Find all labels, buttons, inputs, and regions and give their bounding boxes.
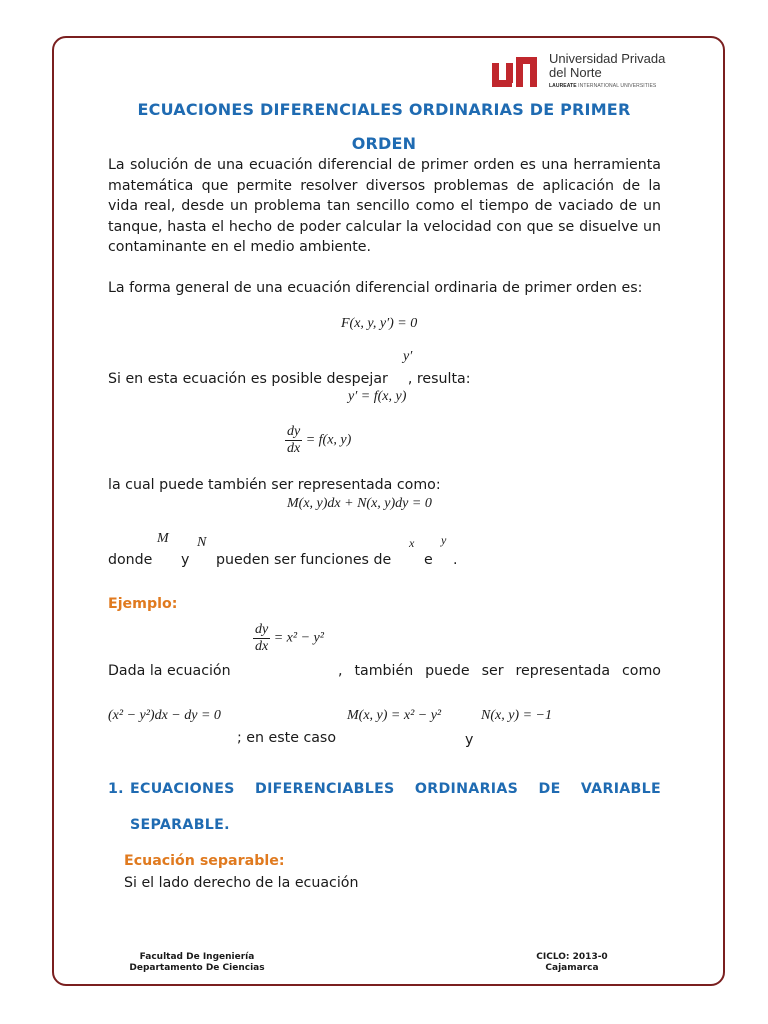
en-este-caso-text: ; en este caso — [237, 730, 337, 746]
example-M: M(x, y) = x² − y² — [347, 708, 442, 723]
footer-cycle: CICLO: 2013-0 — [536, 952, 608, 962]
y-word-2: y — [465, 732, 474, 748]
general-form-text: La forma general de una ecuación diferencial ordinaria de primer orden es: — [108, 280, 643, 296]
separable-label: Ecuación separable: — [124, 853, 285, 869]
logo-mark-icon — [492, 57, 542, 87]
section1-number: 1. — [108, 781, 124, 797]
equation-explicit: y′ = f(x, y) — [348, 389, 407, 404]
example-equation: $\frac{dy}{dx}$ = x² − y² — [255, 622, 324, 654]
variable-x: x — [409, 536, 415, 550]
logo-subtitle: LAUREATE INTERNATIONAL UNIVERSITIES — [549, 83, 657, 89]
example-N: N(x, y) = −1 — [481, 708, 552, 723]
section1-title-line1: ECUACIONES DIFERENCIABLES ORDINARIAS DE VARIABLE — [130, 781, 661, 797]
equation-differential: M(x, y)dx + N(x, y)dy = 0 — [287, 496, 432, 511]
example-form: (x² − y²)dx − dy = 0 — [108, 708, 221, 723]
functions-text: pueden ser funciones de — [216, 552, 392, 568]
e-word: e — [424, 552, 433, 568]
represented-text: la cual puede también ser representada como: — [108, 477, 441, 493]
logo-line2: del Norte — [549, 65, 602, 80]
section1-title-line2: SEPARABLE. — [130, 817, 230, 833]
donde-word: donde — [108, 552, 153, 568]
tambien-text: , también puede ser representada como — [338, 663, 661, 679]
footer-right — [507, 952, 637, 974]
variable-N: N — [197, 535, 207, 550]
example-label: Ejemplo: — [108, 596, 178, 612]
footer-city: Cajamarca — [545, 963, 599, 973]
y-word: y — [181, 552, 190, 568]
equation-general: F(x, y, y′) = 0 — [341, 316, 418, 331]
intro-paragraph: La solución de una ecuación diferencial de primer orden es una herramienta matemática que permite resolver diversos problemas de aplicación de la vida real, desde un problema tan sencillo como el tiempo de vaciado de un tanque, hasta el hecho de poder calcular la velocidad con que se disuelve un contaminante en el medio ambiente. — [108, 157, 661, 256]
logo-line1: Universidad Privada — [549, 51, 666, 66]
period: . — [453, 552, 458, 568]
variable-y-prime: y′ — [403, 349, 413, 364]
equation-derivative: $\frac{dy}{dx}$ = f(x, y) — [287, 424, 352, 456]
separable-text: Si el lado derecho de la ecuación — [124, 875, 359, 891]
footer-left — [112, 952, 282, 974]
footer-faculty: Facultad De Ingeniería — [139, 952, 255, 962]
dada-text: Dada la ecuación — [108, 663, 231, 679]
variable-M: M — [157, 531, 169, 546]
variable-y: y — [441, 533, 447, 547]
despejar-text: Si en esta ecuación es posible despejar , resulta: — [108, 371, 471, 387]
page-title: ECUACIONES DIFERENCIALES ORDINARIAS DE PRIMER ORDEN — [137, 100, 631, 153]
logo-wordmark — [549, 52, 665, 89]
footer-department: Departamento De Ciencias — [129, 963, 265, 973]
university-logo — [492, 52, 692, 92]
